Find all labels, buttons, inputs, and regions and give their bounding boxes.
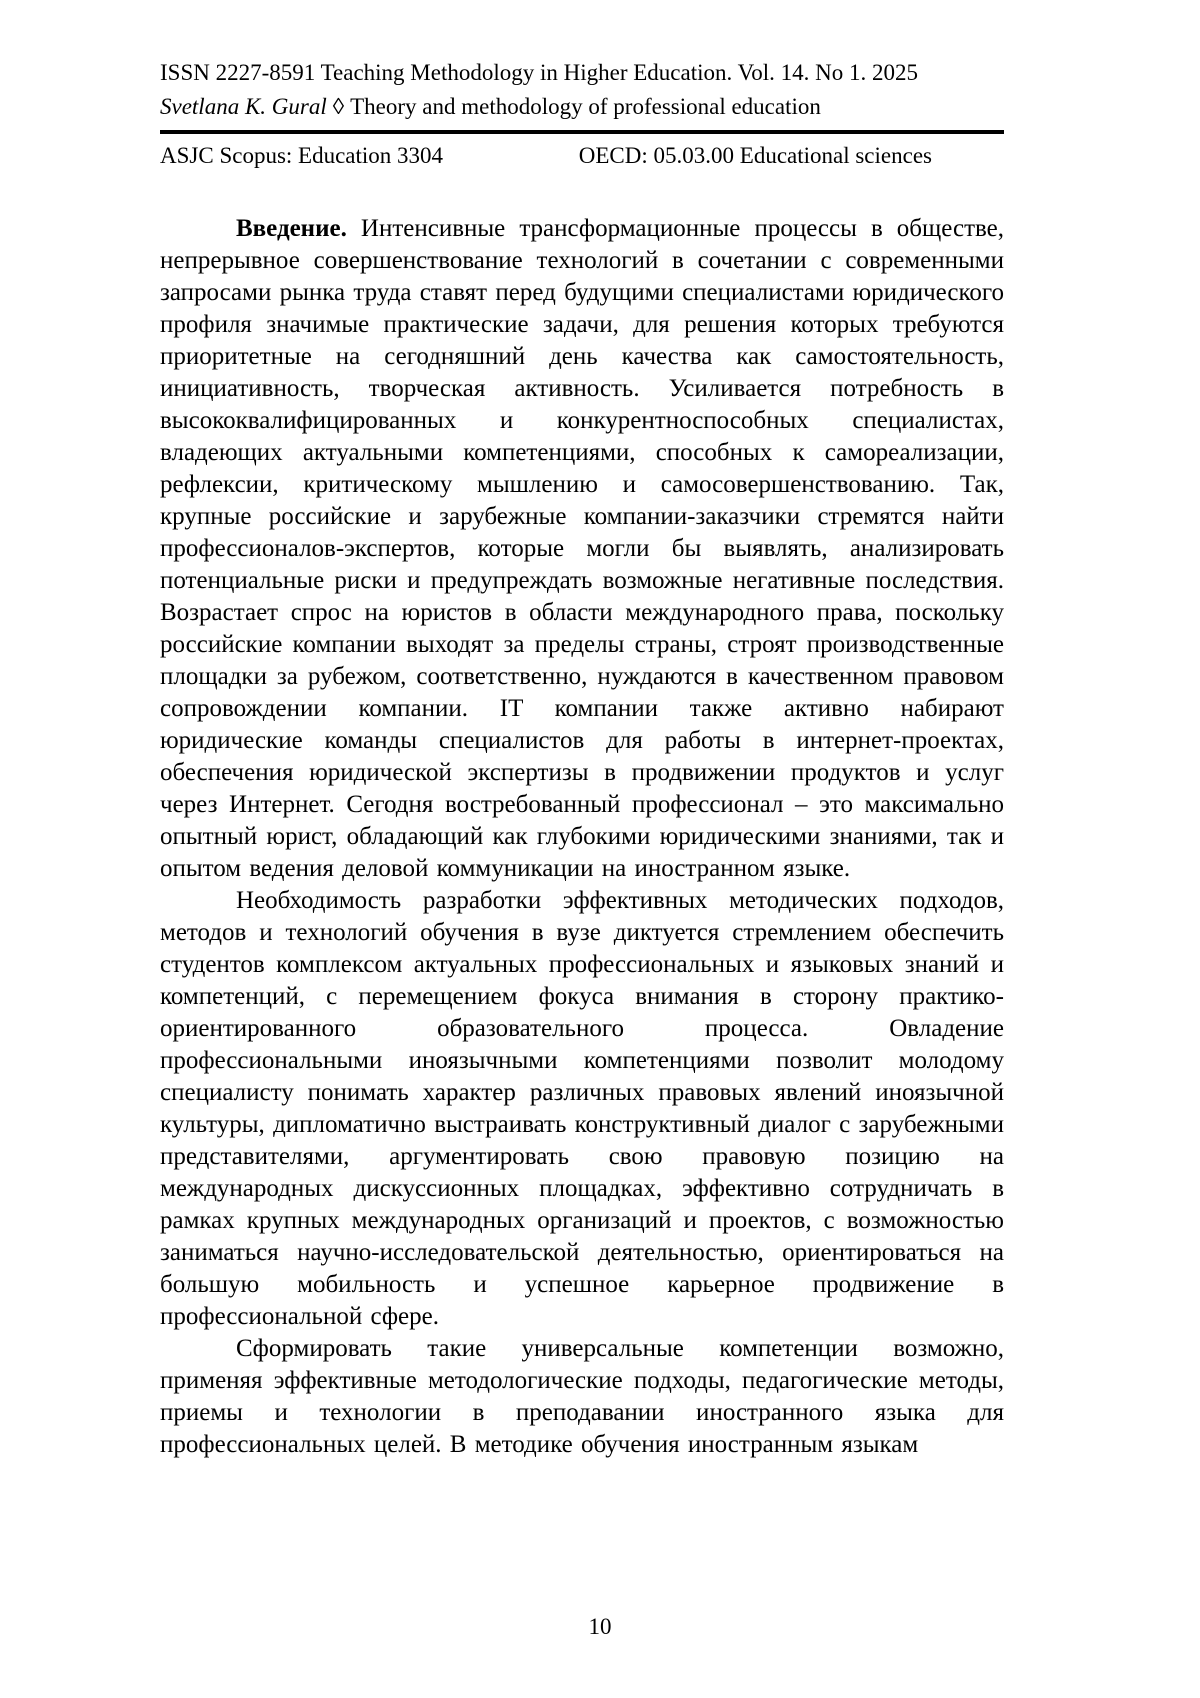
section-title: Theory and methodology of professional education [350, 94, 821, 119]
author-section-line [160, 92, 1004, 122]
oecd-label: OECD: 05.03.00 Educational sciences [578, 143, 932, 168]
paragraph-introduction [160, 213, 1004, 885]
paragraph-text: Сформировать такие универсальные компетенции возможно, применяя эффективные методологические подходы, педагогические методы, приемы и технологии в преподавании иностранного языка для профессиональных целей. В методике обучения иностранным языкам [160, 1335, 1004, 1458]
paragraph-text: Необходимость разработки эффективных методических подходов, методов и технологий обучения в вузе диктуется стремлением обеспечить студентов комплексом актуальных профессиональных и языковых знаний и компетенций, с перемещением фокуса внимания в сторону практико-ориентированного образовательного процесса. Овладение профессиональными иноязычными компетенциями позволит молодому специалисту понимать характер различных правовых явлений иноязычной культуры, дипломатично выстраивать конструктивный диалог с зарубежными представителями, аргументировать свою правовую позицию на международных дискуссионных площадках, эффективно сотрудничать в рамках крупных международных организаций и проектов, с возможностью заниматься научно-исследовательской деятельностью, ориентироваться на большую мобильность и успешное карьерное продвижение в профессиональной сфере. [160, 887, 1004, 1330]
paragraph-text: Интенсивные трансформационные процессы в обществе, непрерывное совершенствование технологий в сочетании с современными запросами рынка труда ставят перед будущими специалистами юридического профиля значимые практические задачи, для решения которых требуются приоритетные на сегодняшний день качества как самостоятельность, инициативность, творческая активность. Усиливается потребность в высококвалифицированных и конкурентноспособных специалистах, владеющих актуальными компетенциями, способных к самореализации, рефлексии, критическому мышлению и самосовершенствованию. Так, крупные российские и зарубежные компании-заказчики стремятся найти профессионалов-экспертов, которые могли бы выявлять, анализировать потенциальные риски и предупреждать возможные негативные последствия. Возрастает спрос на юристов в области международного права, поскольку российские компании выходят за пределы страны, строят производственные площадки за рубежом, соответственно, нуждаются в качественном правовом сопровождении компании. IT компании также активно набирают юридические команды специалистов для работы в интернет-проектах, обеспечения юридической экспертизы в продвижении продуктов и услуг через Интернет. Сегодня востребованный профессионал – это максимально опытный юрист, обладающий как глубокими юридическими знаниями, так и опытом ведения деловой коммуникации на иностранном языке. [160, 215, 1005, 882]
header-divider [160, 130, 1004, 134]
asjc-label: ASJC Scopus: Education 3304 [160, 143, 444, 168]
page-number: 10 [588, 1614, 612, 1639]
author-name: Svetlana K. Gural [160, 94, 327, 119]
classification-line [160, 141, 1004, 171]
page-footer [0, 1614, 1200, 1640]
diamond-separator: ◊ [332, 94, 345, 119]
article-body [160, 213, 1004, 1461]
issn-line: ISSN 2227-8591 Teaching Methodology in Higher Education. Vol. 14. No 1. 2025 [160, 60, 918, 85]
page-header [160, 58, 1004, 171]
introduction-lead: Введение. [236, 215, 347, 242]
paragraph-competencies [160, 1333, 1004, 1461]
paragraph-necessity [160, 885, 1004, 1333]
